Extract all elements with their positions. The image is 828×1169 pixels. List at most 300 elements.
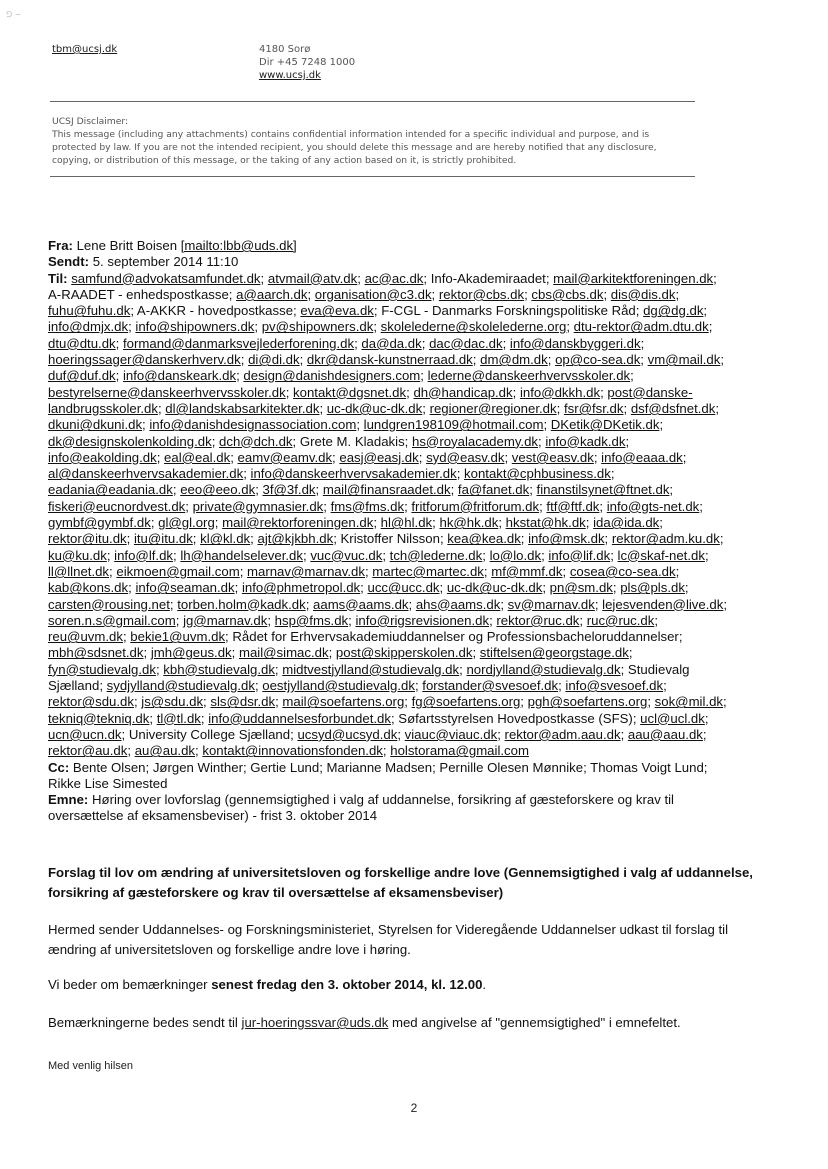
- recipient-text: ;: [547, 352, 556, 368]
- to-row-continued: [48, 727, 778, 743]
- recipient-text: ; A-AKKR - hovedpostkasse;: [130, 303, 301, 319]
- recipient-text: ;: [106, 547, 115, 563]
- cc-label: Cc:: [48, 759, 70, 775]
- recipient-text: ;: [715, 400, 719, 416]
- sent-value: 5. september 2014 11:10: [92, 254, 239, 270]
- recipient-text: ;: [406, 384, 414, 400]
- recipient-text: ;: [302, 547, 311, 563]
- recipient-email-link[interactable]: info@danskeerhvervsakademier.dk: [250, 466, 457, 482]
- recipient-text: ; Studievalg: [620, 661, 690, 677]
- recipient-email-link[interactable]: dg@dg.dk: [643, 303, 704, 319]
- recipient-email-link[interactable]: dch@dch.dk: [219, 433, 293, 449]
- recipient-text: ;: [173, 547, 181, 563]
- recipient-email-link[interactable]: pgh@soefartens.org: [527, 694, 648, 710]
- cc-row: [48, 760, 778, 776]
- recipient-text: ; Info-Akademiraadet;: [423, 270, 554, 286]
- recipient-email-link[interactable]: torben.holm@kadk.dk: [177, 596, 306, 612]
- recipient-email-link[interactable]: marnav@marnav.dk: [247, 563, 365, 579]
- recipient-email-link[interactable]: hk@hk.dk: [439, 515, 499, 531]
- recipient-email-link[interactable]: aams@aams.dk: [313, 596, 409, 612]
- recipient-text: ;: [620, 726, 628, 742]
- signature-address: 4180 Sorø: [259, 44, 311, 55]
- recipient-email-link[interactable]: carsten@rousing.net: [48, 596, 170, 612]
- signature-email[interactable]: tbm@ucsj.dk: [52, 44, 118, 55]
- recipient-email-link[interactable]: bestyrelserne@danskeerhvervsskoler.dk: [48, 384, 286, 400]
- to-row-continued: [48, 401, 778, 417]
- recipient-email-link[interactable]: info@dkkh.dk: [519, 384, 601, 400]
- recipient-email-link[interactable]: dk@designskolenkolding.dk: [48, 433, 212, 449]
- recipient-text: ;: [332, 449, 340, 465]
- recipient-email-link[interactable]: gymbf@gymbf.dk: [48, 515, 151, 531]
- recipient-email-link[interactable]: lo@lo.dk: [489, 547, 542, 563]
- recipient-text: ;: [360, 580, 368, 596]
- recipient-text: ;: [472, 645, 480, 661]
- signature-website[interactable]: www.ucsj.dk: [259, 70, 321, 81]
- recipient-text: ;: [482, 547, 490, 563]
- cc-row-continued: Rikke Lise Simested: [48, 775, 168, 791]
- recipient-email-link[interactable]: kontakt@dgsnet.dk: [293, 384, 407, 400]
- recipient-email-link[interactable]: fms@fms.dk: [330, 498, 405, 514]
- from-value: Lene Britt Boisen: [76, 238, 181, 253]
- recipient-text: ;: [157, 400, 166, 416]
- recipient-text: ;: [593, 449, 602, 465]
- recipient-text: ;: [723, 596, 727, 612]
- recipient-email-link[interactable]: uc-dk@uc-dk.dk: [446, 580, 543, 596]
- reply-email-link[interactable]: jur-hoeringssvar@uds.dk: [241, 1015, 389, 1030]
- recipient-email-link[interactable]: rektor@au.dk: [48, 743, 128, 759]
- recipient-text: ;: [382, 547, 390, 563]
- recipient-email-link[interactable]: ac@ac.dk: [364, 270, 424, 286]
- recipient-email-link[interactable]: nordjylland@studievalg.dk: [466, 661, 621, 677]
- recipient-text: ;: [600, 384, 608, 400]
- recipient-email-link[interactable]: rektor@adm.aau.dk: [504, 726, 621, 742]
- recipient-email-link[interactable]: regioner@regioner.dk: [429, 400, 557, 416]
- recipient-email-link[interactable]: sls@dsr.dk: [210, 694, 276, 710]
- recipient-email-link[interactable]: mf@mmf.dk: [491, 563, 563, 579]
- recipient-email-link[interactable]: vest@easv.dk: [511, 449, 594, 465]
- email-header: [48, 238, 778, 825]
- to-row-continued: [48, 482, 778, 498]
- recipient-email-link[interactable]: rektor@itu.dk: [48, 531, 127, 547]
- recipient-email-link[interactable]: kontakt@innovationsfonden.dk: [202, 743, 383, 759]
- recipient-email-link[interactable]: gl@gl.org: [158, 515, 215, 531]
- recipient-email-link[interactable]: uc-dk@uc-dk.dk: [326, 400, 423, 416]
- from-row: [48, 238, 778, 254]
- recipient-text: ;: [654, 612, 659, 628]
- to-row-continued: [48, 368, 778, 384]
- recipient-email-link[interactable]: rektor@adm.ku.dk: [611, 531, 720, 547]
- recipient-email-link[interactable]: kab@kons.dk: [48, 580, 129, 596]
- subject-value: Høring over lovforslag (gennemsigtighed i valg af uddannelse, forsikring af gæsteforskere og krav til: [91, 792, 674, 808]
- recipient-text: ;: [610, 547, 618, 563]
- recipient-text: ;: [630, 368, 634, 384]
- recipient-email-link[interactable]: ku@ku.dk: [48, 547, 107, 563]
- recipient-email-link[interactable]: pn@sm.dk: [549, 580, 613, 596]
- subject-row: [48, 792, 778, 808]
- recipient-text: ;: [214, 515, 223, 531]
- recipient-text: ; F-CGL - Danmarks Forskningspolitiske Råd;: [373, 303, 644, 319]
- recipient-email-link[interactable]: ajt@kjkbh.dk: [257, 531, 334, 547]
- recipient-email-link[interactable]: tekniq@tekniq.dk: [48, 710, 150, 726]
- recipient-email-link[interactable]: eva@eva.dk: [300, 303, 374, 319]
- reply-text-end: med angivelse af "gennemsigtighed" i emnefeltet.: [388, 1015, 681, 1030]
- recipient-text: ;: [149, 710, 157, 726]
- recipient-email-link[interactable]: vuc@vuc.dk: [310, 547, 383, 563]
- recipient-email-link[interactable]: dh@handicap.dk: [413, 384, 513, 400]
- recipient-email-link[interactable]: dkr@dansk-kunstnerraad.dk: [306, 352, 473, 368]
- recipient-email-link[interactable]: ftf@ftf.dk: [546, 498, 600, 514]
- recipient-email-link[interactable]: reu@uvm.dk: [48, 629, 123, 645]
- recipient-email-link[interactable]: fuhu@fuhu.dk: [48, 303, 131, 319]
- recipient-email-link[interactable]: lejesvenden@live.dk: [602, 596, 724, 612]
- proposal-title-line: forsikring af gæsteforskere og krav til oversættelse af eksamensbeviser): [48, 885, 504, 900]
- recipient-email-link[interactable]: dis@dis.dk: [610, 286, 676, 302]
- to-row-continued: [48, 743, 778, 759]
- recipient-email-link[interactable]: skolelederne@skolelederne.org: [380, 319, 567, 335]
- page-number: 2: [410, 1101, 418, 1115]
- closing: Med venlig hilsen: [48, 1060, 133, 1072]
- recipient-email-link[interactable]: fsr@fsr.dk: [563, 400, 624, 416]
- recipient-email-link[interactable]: ucl@ucl.dk: [640, 710, 705, 726]
- disclaimer-line: This message (including any attachments) contains confidential information intended for a specific individual and purpose, and is: [52, 129, 650, 140]
- recipient-email-link[interactable]: info@seaman.dk: [135, 580, 235, 596]
- recipient-text: ;: [599, 498, 607, 514]
- intro-paragraph: [48, 920, 783, 960]
- recipient-email-link[interactable]: hkstat@hk.dk: [505, 515, 586, 531]
- recipient-text: ;: [502, 335, 510, 351]
- recipient-text: ;: [275, 694, 283, 710]
- recipient-text: ;: [723, 694, 727, 710]
- recipient-text: ;: [640, 352, 648, 368]
- recipient-email-link[interactable]: 3f@3f.dk: [262, 482, 316, 498]
- recipient-email-link[interactable]: organisation@c3.dk: [314, 286, 432, 302]
- recipient-email-link[interactable]: sv@marnav.dk: [507, 596, 595, 612]
- to-row-continued: [48, 564, 778, 580]
- recipient-email-link[interactable]: info@gts-net.dk: [606, 498, 700, 514]
- recipient-text: ;: [285, 384, 294, 400]
- recipient-email-link[interactable]: design@danishdesigners.com: [243, 368, 421, 384]
- recipient-email-link[interactable]: private@gymnasier.dk: [192, 498, 324, 514]
- recipient-text: ;: [623, 400, 631, 416]
- recipient-text: ;: [128, 319, 136, 335]
- recipient-text: ;: [504, 449, 512, 465]
- recipient-text: ;: [133, 694, 142, 710]
- recipient-email-link[interactable]: rektor@cbs.dk: [438, 286, 525, 302]
- to-row-continued: [48, 385, 778, 401]
- recipient-text: ;: [542, 580, 550, 596]
- recipient-text: ;: [250, 531, 258, 547]
- recipient-email-link[interactable]: dsf@dsfnet.dk: [630, 400, 716, 416]
- recipient-email-link[interactable]: op@co-sea.dk: [555, 352, 641, 368]
- recipient-text: ;: [456, 466, 465, 482]
- recipient-text: ;: [594, 596, 603, 612]
- recipient-text: ;: [566, 319, 574, 335]
- recipient-email-link[interactable]: ida@ida.dk: [593, 515, 660, 531]
- recipient-email-link[interactable]: a@aarch.dk: [236, 286, 308, 302]
- recipient-text: ; University College Sjælland;: [121, 726, 298, 742]
- recipient-email-link[interactable]: jg@marnav.dk: [183, 612, 268, 628]
- recipient-email-link[interactable]: eeo@eeo.dk: [180, 482, 256, 498]
- recipient-text: ;: [675, 563, 680, 579]
- recipient-email-link[interactable]: fyn@studievalg.dk: [48, 661, 156, 677]
- to-row-continued: [48, 319, 778, 335]
- recipient-email-link[interactable]: da@da.dk: [361, 335, 422, 351]
- recipient-email-link[interactable]: kea@kea.dk: [447, 531, 521, 547]
- recipient-email-link[interactable]: fritforum@fritforum.dk: [411, 498, 540, 514]
- recipient-text: ;: [255, 482, 263, 498]
- recipient-email-link[interactable]: info@eakolding.dk: [48, 449, 157, 465]
- recipient-email-link[interactable]: syd@easv.dk: [426, 449, 505, 465]
- recipient-email-link[interactable]: cosea@co-sea.dk: [569, 563, 676, 579]
- recipient-email-link[interactable]: fa@fanet.dk: [457, 482, 530, 498]
- from-mailto-link[interactable]: [mailto:lbb@uds.dk]: [180, 238, 297, 253]
- recipient-text: ;: [122, 629, 131, 645]
- recipient-email-link[interactable]: di@di.dk: [248, 352, 300, 368]
- recipient-text: ;: [483, 563, 492, 579]
- recipient-email-link[interactable]: jmh@geus.dk: [150, 645, 232, 661]
- recipient-text: ;: [585, 515, 594, 531]
- recipient-email-link[interactable]: info@uddannelsesforbundet.dk: [208, 710, 391, 726]
- recipient-text: A-RAADET - enhedspostkasse;: [48, 286, 237, 302]
- recipient-text: ;: [420, 368, 428, 384]
- divider-bottom: [50, 176, 695, 177]
- recipient-email-link[interactable]: atvmail@atv.dk: [267, 270, 358, 286]
- recipient-email-link[interactable]: post@danske-: [607, 384, 693, 400]
- recipient-text: ;: [211, 433, 220, 449]
- recipient-email-link[interactable]: lundgren198109@hotmail.com: [363, 417, 544, 433]
- recipient-text: ;: [558, 678, 566, 694]
- recipient-text: ;: [669, 482, 674, 498]
- recipient-email-link[interactable]: mail@finansraadet.dk: [322, 482, 451, 498]
- recipient-email-link[interactable]: DKetik@DKetik.dk: [550, 417, 660, 433]
- recipient-email-link[interactable]: viauc@viauc.dk: [404, 726, 498, 742]
- recipient-text: ;: [612, 580, 621, 596]
- recipient-text: ;: [684, 580, 689, 596]
- recipient-email-link[interactable]: ucc@ucc.dk: [367, 580, 440, 596]
- to-row: [48, 271, 778, 287]
- recipient-email-link[interactable]: holstorama@gmail.com: [390, 743, 529, 759]
- recipient-email-link[interactable]: js@sdu.dk: [141, 694, 204, 710]
- recipient-email-link[interactable]: sydjylland@studievalg.dk: [106, 678, 255, 694]
- recipient-email-link[interactable]: eikmoen@gmail.com: [116, 563, 240, 579]
- recipient-text: ;: [307, 286, 315, 302]
- to-row-continued: [48, 597, 778, 613]
- recipient-text: ;: [529, 482, 537, 498]
- recipient-text: ;: [169, 596, 178, 612]
- recipient-email-link[interactable]: kbh@studievalg.dk: [163, 661, 275, 677]
- recipient-email-link[interactable]: info@lif.dk: [548, 547, 611, 563]
- recipient-email-link[interactable]: hsp@fms.dk: [274, 612, 349, 628]
- recipient-text: ;: [115, 335, 123, 351]
- recipient-email-link[interactable]: kl@kl.dk: [200, 531, 251, 547]
- recipient-text: ;: [357, 270, 365, 286]
- recipient-email-link[interactable]: mail@soefartens.org: [282, 694, 405, 710]
- sent-label: Sendt:: [48, 254, 90, 270]
- recipient-text: ;: [203, 694, 211, 710]
- recipient-email-link[interactable]: ucn@ucn.dk: [48, 726, 122, 742]
- to-row-continued: [48, 662, 778, 678]
- recipient-text: ;: [404, 694, 412, 710]
- recipient-text: ;: [143, 645, 151, 661]
- recipient-email-link[interactable]: mail@simac.dk: [238, 645, 329, 661]
- recipient-email-link[interactable]: eamv@eamv.dk: [237, 449, 333, 465]
- recipient-email-link[interactable]: hs@royalacademy.dk: [412, 433, 539, 449]
- recipient-email-link[interactable]: mail@rektorforeningen.dk: [222, 515, 374, 531]
- to-row-continued: [48, 450, 778, 466]
- recipient-text: ;: [319, 400, 327, 416]
- recipient-text: ;: [234, 580, 242, 596]
- recipient-email-link[interactable]: tch@lederne.dk: [389, 547, 483, 563]
- recipient-email-link[interactable]: pls@pls.dk: [620, 580, 685, 596]
- recipient-email-link[interactable]: info@phmetropol.dk: [241, 580, 361, 596]
- recipient-email-link[interactable]: info@rigsrevisionen.dk: [355, 612, 490, 628]
- recipient-email-link[interactable]: al@danskeerhvervsakademier.dk: [48, 466, 244, 482]
- recipient-text: ;: [230, 449, 238, 465]
- recipient-email-link[interactable]: soren.n.s@gmail.com: [48, 612, 176, 628]
- recipient-text: ;: [579, 612, 587, 628]
- recipient-text: ;: [267, 612, 275, 628]
- recipient-email-link[interactable]: midtvestjylland@studievalg.dk: [282, 661, 460, 677]
- recipient-email-link[interactable]: info@msk.dk: [528, 531, 605, 547]
- recipient-email-link[interactable]: ll@llnet.dk: [48, 563, 110, 579]
- recipient-email-link[interactable]: info@kadk.dk: [545, 433, 626, 449]
- recipient-email-link[interactable]: info@danishdesignassociation.com: [149, 417, 357, 433]
- recipient-email-link[interactable]: itu@itu.dk: [133, 531, 193, 547]
- recipient-text: ;: [200, 710, 209, 726]
- recipient-text: ;: [274, 661, 283, 677]
- recipient-text: ;: [500, 596, 508, 612]
- recipient-email-link[interactable]: mbh@sdsnet.dk: [48, 645, 144, 661]
- recipient-text: ;: [704, 710, 709, 726]
- recipient-email-link[interactable]: ahs@aams.dk: [415, 596, 501, 612]
- to-row-continued: [48, 336, 778, 352]
- recipient-email-link[interactable]: lc@skaf-net.dk: [617, 547, 705, 563]
- recipient-email-link[interactable]: hl@hl.dk: [380, 515, 433, 531]
- recipient-email-link[interactable]: ucsyd@ucsyd.dk: [297, 726, 398, 742]
- recipient-text: ;: [541, 547, 549, 563]
- recipient-email-link[interactable]: formand@danmarksvejlederforening.dk: [122, 335, 355, 351]
- recipient-text: ;: [356, 417, 364, 433]
- recipient-email-link[interactable]: samfund@advokatsamfundet.dk: [71, 270, 261, 286]
- recipient-text: ;: [498, 515, 506, 531]
- recipient-text: ;: [299, 352, 307, 368]
- recipient-email-link[interactable]: sok@mil.dk: [654, 694, 724, 710]
- recipient-email-link[interactable]: rektor@ruc.dk: [496, 612, 580, 628]
- signature-phone: Dir +45 7248 1000: [259, 57, 356, 68]
- recipient-text: ;: [439, 580, 447, 596]
- recipient-text: ;: [115, 368, 123, 384]
- recipient-email-link[interactable]: dtu@dtu.dk: [48, 335, 116, 351]
- recipient-email-link[interactable]: info@danskbyggeri.dk: [509, 335, 641, 351]
- recipient-email-link[interactable]: info@dmjx.dk: [48, 319, 129, 335]
- to-row-continued: [48, 515, 778, 531]
- recipient-email-link[interactable]: info@danskeark.dk: [122, 368, 237, 384]
- recipient-email-link[interactable]: eal@eal.dk: [164, 449, 231, 465]
- recipient-email-link[interactable]: tl@tl.dk: [156, 710, 201, 726]
- recipient-text: ;: [450, 482, 458, 498]
- recipient-email-link[interactable]: info@eaaa.dk: [601, 449, 683, 465]
- recipient-text: ;: [703, 303, 708, 319]
- recipient-email-link[interactable]: eadania@eadania.dk: [48, 482, 173, 498]
- recipient-email-link[interactable]: dl@landskabsarkitekter.dk: [165, 400, 320, 416]
- recipient-email-link[interactable]: info@svesoef.dk: [565, 678, 664, 694]
- recipient-text: ;: [315, 482, 323, 498]
- recipient-text: ;: [236, 368, 244, 384]
- recipient-email-link[interactable]: dac@dac.dk: [429, 335, 503, 351]
- recipient-email-link[interactable]: post@skipperskolen.dk: [335, 645, 473, 661]
- recipient-email-link[interactable]: cbs@cbs.dk: [531, 286, 604, 302]
- recipient-text: Sjælland;: [48, 678, 107, 694]
- recipient-text: ;: [192, 531, 201, 547]
- recipient-text: ;: [240, 352, 249, 368]
- to-row-continued: [48, 499, 778, 515]
- recipient-email-link[interactable]: oestjylland@studievalg.dk: [262, 678, 415, 694]
- recipient-email-link[interactable]: vm@mail.dk: [647, 352, 721, 368]
- recipient-email-link[interactable]: mail@arkitektforeningen.dk: [553, 270, 714, 286]
- deadline-end: .: [482, 977, 487, 992]
- recipient-email-link[interactable]: stiftelsen@georgstage.dk: [479, 645, 629, 661]
- recipient-text: ;: [539, 498, 547, 514]
- deadline-text: Vi beder om bemærkninger: [48, 977, 212, 992]
- deadline-paragraph: [48, 975, 783, 995]
- recipient-text: ;: [472, 352, 481, 368]
- recipient-email-link[interactable]: info@lf.dk: [114, 547, 174, 563]
- recipient-email-link[interactable]: au@au.dk: [134, 743, 196, 759]
- recipient-email-link[interactable]: easj@easj.dk: [339, 449, 419, 465]
- disclaimer-title: UCSJ Disclaimer:: [52, 116, 129, 127]
- recipient-email-link[interactable]: dtu-rektor@adm.dtu.dk: [573, 319, 709, 335]
- intro-line: Hermed sender Uddannelses- og Forskningsministeriet, Styrelsen for Videregående Uddannelser udkast til forslag til: [48, 922, 728, 937]
- recipient-email-link[interactable]: fiskeri@eucnordvest.dk: [48, 498, 186, 514]
- recipient-text: ;: [126, 531, 134, 547]
- recipient-email-link[interactable]: landbrugsskoler.dk: [48, 400, 158, 416]
- recipient-email-link[interactable]: lh@handelselever.dk: [180, 547, 303, 563]
- recipient-email-link[interactable]: dkuni@dkuni.dk: [48, 417, 143, 433]
- recipient-email-link[interactable]: martec@martec.dk: [372, 563, 484, 579]
- recipient-email-link[interactable]: info@shipowners.dk: [135, 319, 255, 335]
- recipient-email-link[interactable]: forstander@svesoef.dk: [422, 678, 559, 694]
- recipient-email-link[interactable]: fg@soefartens.org: [411, 694, 521, 710]
- recipient-email-link[interactable]: bekie1@uvm.dk: [130, 629, 226, 645]
- recipient-email-link[interactable]: rektor@sdu.dk: [48, 694, 134, 710]
- reply-text: Bemærkningerne bedes sendt til: [48, 1015, 242, 1030]
- disclaimer: [52, 115, 712, 167]
- recipient-text: ;: [663, 678, 667, 694]
- recipient-email-link[interactable]: duf@duf.dk: [48, 368, 116, 384]
- recipient-text: ;: [382, 743, 391, 759]
- to-label: Til:: [48, 270, 72, 286]
- to-row-continued: [48, 613, 778, 629]
- recipient-email-link[interactable]: kontakt@cphbusiness.dk: [464, 466, 611, 482]
- recipient-text: ;: [328, 645, 336, 661]
- reply-paragraph: [48, 1013, 783, 1033]
- recipient-email-link[interactable]: lederne@danskeerhvervsskoler.dk: [427, 368, 631, 384]
- recipient-email-link[interactable]: pv@shipowners.dk: [261, 319, 374, 335]
- recipient-text: ;: [260, 270, 268, 286]
- recipient-text: ;: [195, 743, 203, 759]
- recipient-text: ; Grete M. Kladakis;: [292, 433, 412, 449]
- recipient-text: ;: [659, 417, 664, 433]
- to-row-continued: [48, 580, 778, 596]
- recipient-email-link[interactable]: ruc@ruc.dk: [586, 612, 655, 628]
- recipient-text: ;: [109, 563, 117, 579]
- recipient-email-link[interactable]: dm@dm.dk: [480, 352, 548, 368]
- to-row-continued: [48, 531, 778, 547]
- recipient-text: ;: [520, 531, 529, 547]
- recipient-email-link[interactable]: hoeringssager@danskerhverv.dk: [48, 352, 241, 368]
- recipient-email-link[interactable]: finanstilsynet@ftnet.dk: [536, 482, 670, 498]
- recipient-email-link[interactable]: aau@aau.dk: [627, 726, 703, 742]
